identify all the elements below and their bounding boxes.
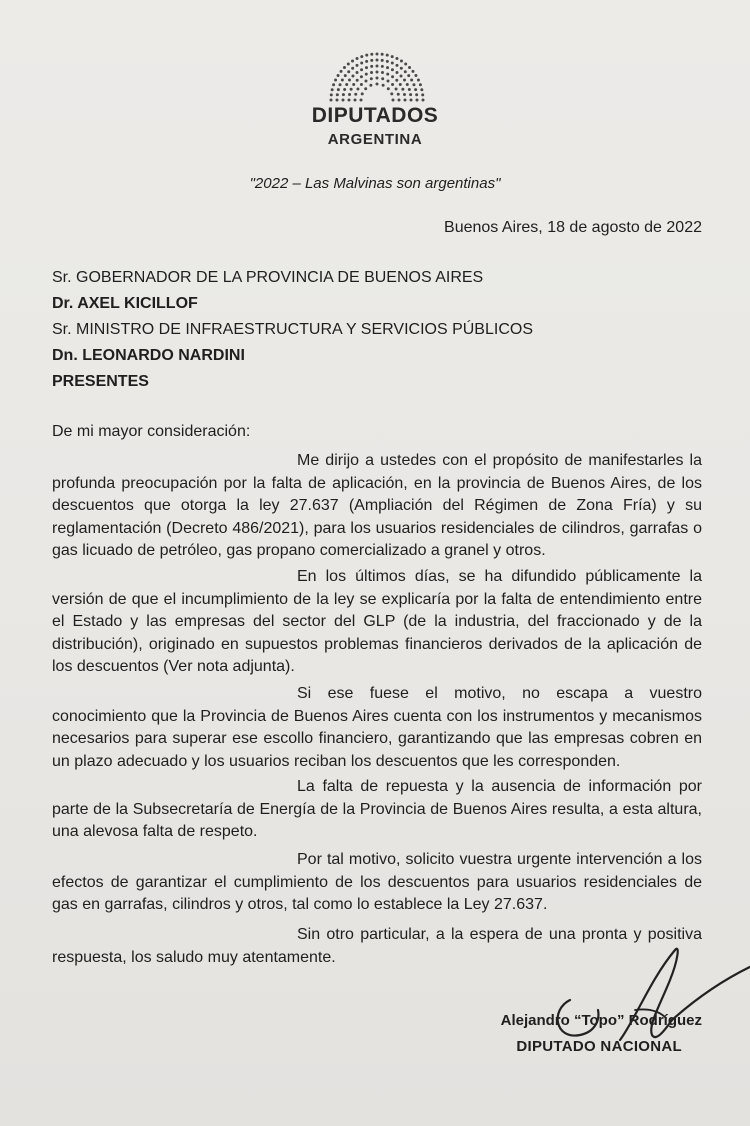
recipient-line: PRESENTES bbox=[52, 373, 149, 390]
body-paragraph: Sin otro particular, a la espera de una pronta y positiva respuesta, los saludo muy atentamente. bbox=[52, 926, 702, 966]
body-paragraph: La falta de repuesta y la ausencia de información por parte de la Subsecretaría de Energía de la Provincia de Buenos Aires resulta, a esta altura, una alevosa falta de respeto. bbox=[52, 778, 702, 840]
handwritten-signature bbox=[540, 940, 750, 1055]
brand-name: DIPUTADOS bbox=[311, 104, 439, 127]
recipient-line: Sr. MINISTRO DE INFRAESTRUCTURA Y SERVICIOS PÚBLICOS bbox=[52, 321, 533, 338]
signer-name: Alejandro “Topo” Rodríguez bbox=[500, 1012, 702, 1029]
chamber-emblem-icon bbox=[325, 48, 429, 102]
body-paragraph: Por tal motivo, solicito vuestra urgente intervención a los efectos de garantizar el cumplimiento de los descuentos para usuarios residenciales de gas en garrafas, cilindros y otros, tal como lo establece la Ley 27.637. bbox=[52, 851, 702, 913]
body-paragraph: Me dirijo a ustedes con el propósito de manifestarles la profunda preocupación por la falta de aplicación, en la provincia de Buenos Aires, de los descuentos que otorga la ley 27.637 (Ampliación del Régimen de Zona Fría) y su reglamentación (Decreto 486/2021), para los usuarios residenciales de cilindros, garrafas o gas licuado de petróleo, gas propano comercializado a granel y otros. bbox=[52, 452, 702, 559]
year-motto: "2022 – Las Malvinas son argentinas" bbox=[249, 175, 501, 192]
brand-country: ARGENTINA bbox=[327, 131, 423, 148]
place-date: Buenos Aires, 18 de agosto de 2022 bbox=[444, 219, 702, 236]
recipient-line: Dn. LEONARDO NARDINI bbox=[52, 347, 245, 364]
body-paragraph: Si ese fuese el motivo, no escapa a vuestro conocimiento que la Provincia de Buenos Aires cuenta con los instrumentos y mecanismos necesarios para superar ese escollo financiero, garantizando que las empresas cobren en un plazo adecuado y los usuarios reciban los descuentos que les corresponden. bbox=[52, 685, 702, 770]
recipient-line: Sr. GOBERNADOR DE LA PROVINCIA DE BUENOS AIRES bbox=[52, 269, 484, 286]
signer-role: DIPUTADO NACIONAL bbox=[516, 1038, 682, 1055]
greeting: De mi mayor consideración: bbox=[52, 423, 251, 440]
body-paragraph: En los últimos días, se ha difundido públicamente la versión de que el incumplimiento de la ley se explicaría por la falta de entendimiento entre el Estado y las empresas del sector del GLP (de la industria, del fraccionado y de la distribución), originado en supuestos problemas financieros derivados de la aplicación de los descuentos (Ver nota adjunta). bbox=[52, 568, 702, 675]
recipient-line: Dr. AXEL KICILLOF bbox=[52, 295, 198, 312]
